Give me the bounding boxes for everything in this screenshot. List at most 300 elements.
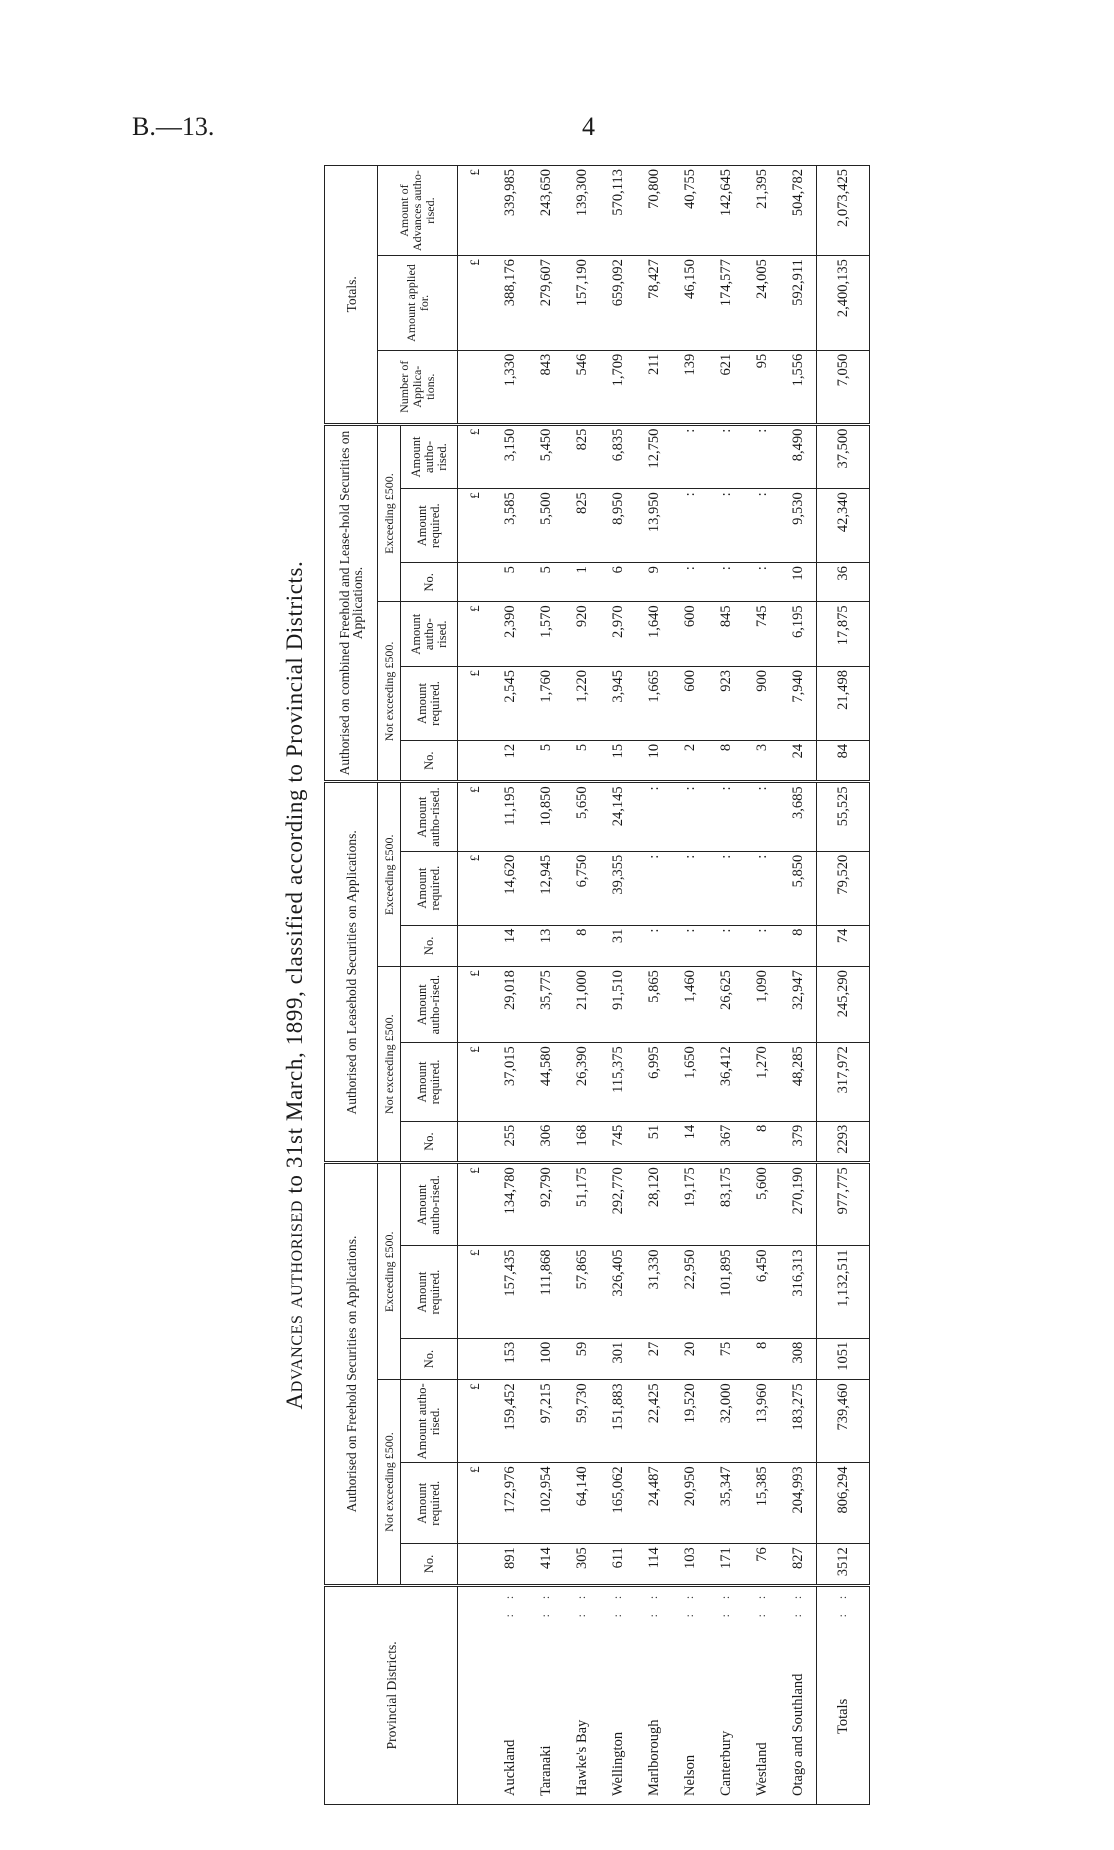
totals-group-header: Totals. (325, 166, 378, 425)
district-name-cell (600, 1585, 636, 1804)
cell-l-ex-req: 12,945 (528, 851, 564, 925)
col-header-amount-required: Amount required. (401, 1043, 458, 1121)
cell-f-ex-no: 27 (636, 1338, 672, 1380)
leader-dots: : : (537, 1589, 552, 1618)
district-name: Taranaki (537, 1745, 554, 1796)
totals-row (817, 166, 870, 1805)
cell-t-applied: 24,005 (744, 256, 780, 351)
cell-c-ne-no: 2 (672, 740, 708, 782)
cell-t-applied: 2,400,135 (817, 256, 870, 351)
col-header-amount-required: Amount required. (401, 489, 458, 563)
col-header-no: No. (401, 563, 458, 602)
cell-l-ex-auth: 5,650 (564, 782, 600, 851)
unit-cell: £ (458, 851, 493, 925)
cell-c-ne-no: 10 (636, 740, 672, 782)
combined-group-header: Authorised on combined Freehold and Lease-hold Securities on Applications. (325, 424, 378, 782)
cell-l-ex-req: : (636, 851, 672, 925)
leader-dots: : : (645, 1589, 660, 1618)
cell-c-ne-req: 3,945 (600, 667, 636, 741)
cell-c-ex-auth: 5,450 (528, 424, 564, 489)
col-header-no: No. (401, 1121, 458, 1163)
advances-table (324, 165, 870, 1805)
col-header-no: No. (401, 1544, 458, 1586)
district-name-cell (744, 1585, 780, 1804)
cell-l-ex-no: : (744, 925, 780, 967)
col-header-no: No. (401, 740, 458, 782)
cell-c-ex-no: 9 (636, 563, 672, 602)
cell-t-apps: 211 (636, 350, 672, 424)
cell-l-ne-no: 2293 (817, 1121, 870, 1163)
district-name-cell (780, 1585, 817, 1804)
cell-t-apps: 1,709 (600, 350, 636, 424)
cell-l-ne-req: 317,972 (817, 1043, 870, 1121)
cell-t-apps: 843 (528, 350, 564, 424)
cell-f-ne-req: 35,347 (708, 1463, 744, 1544)
cell-l-ex-auth: : (636, 782, 672, 851)
units-blank (458, 925, 493, 967)
col-header-amount-required: Amount required. (401, 667, 458, 741)
district-name: Hawke's Bay (573, 1719, 590, 1796)
cell-c-ex-no: 6 (600, 563, 636, 602)
cell-f-ex-no: 1051 (817, 1338, 870, 1380)
cell-l-ne-auth: 29,018 (492, 967, 528, 1043)
cell-l-ne-req: 26,390 (564, 1043, 600, 1121)
cell-f-ne-no: 611 (600, 1544, 636, 1586)
cell-c-ne-req: 1,665 (636, 667, 672, 741)
cell-c-ex-auth: : (744, 424, 780, 489)
cell-f-ne-no: 305 (564, 1544, 600, 1586)
cell-l-ex-auth: : (744, 782, 780, 851)
leader-dots: : : (501, 1589, 516, 1618)
cell-f-ex-no: 59 (564, 1338, 600, 1380)
cell-f-ne-no: 171 (708, 1544, 744, 1586)
cell-f-ne-req: 172,976 (492, 1463, 528, 1544)
totals-number-of-applications-header: Number of Applica-tions. (378, 350, 458, 424)
cell-f-ne-auth: 32,000 (708, 1380, 744, 1463)
cell-f-ex-req: 157,435 (492, 1246, 528, 1338)
cell-l-ne-auth: 32,947 (780, 967, 817, 1043)
district-name-cell (708, 1585, 744, 1804)
cell-l-ne-no: 168 (564, 1121, 600, 1163)
combined-not-exceeding-header: Not exceeding £500. (378, 602, 401, 782)
cell-f-ne-auth: 22,425 (636, 1380, 672, 1463)
caption-rest: to 31st March, 1899, classified according to Provincial Districts. (282, 560, 307, 1194)
leader-dots: : : (681, 1589, 696, 1618)
cell-l-ex-no: 8 (780, 925, 817, 967)
cell-t-applied: 157,190 (564, 256, 600, 351)
cell-c-ex-auth: 825 (564, 424, 600, 489)
units-blank (458, 1585, 493, 1804)
cell-c-ne-auth: 845 (708, 602, 744, 667)
cell-t-auth: 243,650 (528, 166, 564, 256)
district-name: Canterbury (717, 1730, 734, 1796)
cell-f-ne-no: 114 (636, 1544, 672, 1586)
cell-l-ne-no: 255 (492, 1121, 528, 1163)
cell-t-apps: 139 (672, 350, 708, 424)
cell-c-ne-no: 15 (600, 740, 636, 782)
cell-l-ex-no: : (672, 925, 708, 967)
cell-c-ne-req: 21,498 (817, 667, 870, 741)
cell-c-ne-no: 8 (708, 740, 744, 782)
col-header-no: No. (401, 925, 458, 967)
cell-f-ex-req: 6,450 (744, 1246, 780, 1338)
cell-c-ne-req: 900 (744, 667, 780, 741)
cell-f-ne-auth: 151,883 (600, 1380, 636, 1463)
cell-f-ex-auth: 92,790 (528, 1163, 564, 1246)
cell-c-ex-req: : (744, 489, 780, 563)
freehold-group-header: Authorised on Freehold Securities on Applications. (325, 1163, 378, 1585)
cell-f-ex-req: 57,865 (564, 1246, 600, 1338)
cell-l-ex-auth: 24,145 (600, 782, 636, 851)
cell-c-ne-no: 5 (564, 740, 600, 782)
leasehold-group-header: Authorised on Leasehold Securities on Applications. (325, 782, 378, 1163)
table-row (744, 166, 780, 1805)
district-name: Marlborough (645, 1719, 662, 1796)
cell-c-ex-no: 5 (492, 563, 528, 602)
cell-c-ne-auth: 2,970 (600, 602, 636, 667)
unit-cell: £ (458, 1043, 493, 1121)
cell-l-ex-req: : (672, 851, 708, 925)
cell-c-ex-req: 13,950 (636, 489, 672, 563)
cell-f-ex-no: 20 (672, 1338, 708, 1380)
cell-c-ne-auth: 1,640 (636, 602, 672, 667)
cell-l-ne-req: 1,650 (672, 1043, 708, 1121)
cell-l-ne-req: 6,995 (636, 1043, 672, 1121)
cell-t-apps: 95 (744, 350, 780, 424)
cell-f-ne-req: 165,062 (600, 1463, 636, 1544)
leader-dots: : : (609, 1589, 624, 1618)
cell-l-ex-req: 39,355 (600, 851, 636, 925)
units-row (458, 166, 493, 1805)
table-row (528, 166, 564, 1805)
cell-t-apps: 1,556 (780, 350, 817, 424)
leader-dots: : : (717, 1589, 732, 1618)
col-header-amount-authorised: Amount autho-rised. (401, 1380, 458, 1463)
table-caption (280, 165, 314, 1805)
unit-cell: £ (458, 256, 493, 351)
col-header-amount-authorised: Amount autho-rised. (401, 967, 458, 1043)
cell-c-ne-no: 5 (528, 740, 564, 782)
table-row (564, 166, 600, 1805)
units-blank (458, 1338, 493, 1380)
cell-f-ne-no: 103 (672, 1544, 708, 1586)
cell-c-ex-req: 8,950 (600, 489, 636, 563)
cell-c-ex-auth: 3,150 (492, 424, 528, 489)
cell-t-apps: 7,050 (817, 350, 870, 424)
cell-f-ex-auth: 134,780 (492, 1163, 528, 1246)
cell-f-ex-auth: 5,600 (744, 1163, 780, 1246)
cell-t-applied: 78,427 (636, 256, 672, 351)
cell-c-ne-auth: 6,195 (780, 602, 817, 667)
cell-t-apps: 1,330 (492, 350, 528, 424)
units-blank (458, 563, 493, 602)
col-header-amount-authorised: Amount autho-rised. (401, 1163, 458, 1246)
cell-l-ex-no: 13 (528, 925, 564, 967)
cell-c-ne-no: 3 (744, 740, 780, 782)
cell-c-ex-auth: 37,500 (817, 424, 870, 489)
cell-f-ex-req: 326,405 (600, 1246, 636, 1338)
district-name: Nelson (681, 1754, 698, 1796)
cell-l-ne-no: 745 (600, 1121, 636, 1163)
cell-c-ex-req: : (672, 489, 708, 563)
units-blank (458, 1121, 493, 1163)
cell-t-applied: 388,176 (492, 256, 528, 351)
leader-dots: : : (753, 1589, 768, 1618)
unit-cell: £ (458, 602, 493, 667)
cell-c-ne-auth: 745 (744, 602, 780, 667)
cell-f-ne-no: 827 (780, 1544, 817, 1586)
cell-f-ex-auth: 977,775 (817, 1163, 870, 1246)
col-header-amount-required: Amount required. (401, 851, 458, 925)
cell-c-ex-req: 9,530 (780, 489, 817, 563)
col-header-amount-authorised: Amount autho-rised. (401, 602, 458, 667)
cell-l-ex-req: : (708, 851, 744, 925)
freehold-not-exceeding-header: Not exceeding £500. (378, 1380, 401, 1585)
report-code: B.—13. (132, 112, 215, 141)
cell-l-ne-auth: 1,460 (672, 967, 708, 1043)
cell-l-ex-req: : (744, 851, 780, 925)
table-row (708, 166, 744, 1805)
cell-l-ex-no: : (708, 925, 744, 967)
table-row (600, 166, 636, 1805)
leader-dots: : : (834, 1589, 849, 1618)
cell-l-ne-auth: 91,510 (600, 967, 636, 1043)
cell-l-ex-no: : (636, 925, 672, 967)
cell-c-ex-no: 1 (564, 563, 600, 602)
caption-smallcaps: Advances authorised (282, 1199, 307, 1410)
cell-t-applied: 46,150 (672, 256, 708, 351)
cell-l-ne-auth: 245,290 (817, 967, 870, 1043)
cell-c-ex-req: 3,585 (492, 489, 528, 563)
cell-f-ex-auth: 28,120 (636, 1163, 672, 1246)
unit-cell: £ (458, 667, 493, 741)
cell-f-ne-req: 15,385 (744, 1463, 780, 1544)
district-name-cell (492, 1585, 528, 1804)
cell-l-ex-auth: 11,195 (492, 782, 528, 851)
cell-c-ex-req: : (708, 489, 744, 563)
cell-c-ex-auth: 6,835 (600, 424, 636, 489)
col-header-amount-required: Amount required. (401, 1246, 458, 1338)
cell-l-ex-auth: 3,685 (780, 782, 817, 851)
cell-l-ne-no: 51 (636, 1121, 672, 1163)
cell-t-auth: 142,645 (708, 166, 744, 256)
cell-t-auth: 40,755 (672, 166, 708, 256)
cell-l-ne-no: 379 (780, 1121, 817, 1163)
unit-cell: £ (458, 1246, 493, 1338)
cell-f-ne-auth: 59,730 (564, 1380, 600, 1463)
cell-l-ex-no: 74 (817, 925, 870, 967)
combined-exceeding-header: Exceeding £500. (378, 424, 401, 602)
cell-c-ex-no: : (744, 563, 780, 602)
cell-c-ne-req: 2,545 (492, 667, 528, 741)
cell-f-ne-auth: 159,452 (492, 1380, 528, 1463)
cell-l-ex-no: 8 (564, 925, 600, 967)
cell-c-ex-no: : (672, 563, 708, 602)
cell-l-ex-req: 6,750 (564, 851, 600, 925)
district-name-cell (564, 1585, 600, 1804)
cell-c-ne-req: 600 (672, 667, 708, 741)
cell-f-ex-no: 100 (528, 1338, 564, 1380)
cell-f-ne-auth: 97,215 (528, 1380, 564, 1463)
district-name-cell (528, 1585, 564, 1804)
cell-l-ex-no: 14 (492, 925, 528, 967)
cell-l-ne-auth: 35,775 (528, 967, 564, 1043)
col-header-amount-required: Amount required. (401, 1463, 458, 1544)
leader-dots: : : (573, 1589, 588, 1618)
cell-l-ne-no: 367 (708, 1121, 744, 1163)
cell-f-ne-req: 24,487 (636, 1463, 672, 1544)
district-name-cell (636, 1585, 672, 1804)
cell-c-ne-no: 24 (780, 740, 817, 782)
unit-cell: £ (458, 967, 493, 1043)
table-row (780, 166, 817, 1805)
leasehold-not-exceeding-header: Not exceeding £500. (378, 967, 401, 1163)
cell-c-ne-no: 84 (817, 740, 870, 782)
cell-f-ex-req: 31,330 (636, 1246, 672, 1338)
cell-f-ne-auth: 739,460 (817, 1380, 870, 1463)
unit-cell: £ (458, 1380, 493, 1463)
cell-f-ne-auth: 19,520 (672, 1380, 708, 1463)
cell-f-ex-no: 153 (492, 1338, 528, 1380)
cell-c-ne-auth: 1,570 (528, 602, 564, 667)
district-name: Wellington (609, 1731, 626, 1796)
cell-c-ne-auth: 2,390 (492, 602, 528, 667)
cell-t-apps: 621 (708, 350, 744, 424)
cell-l-ex-auth: 10,850 (528, 782, 564, 851)
cell-c-ex-req: 5,500 (528, 489, 564, 563)
unit-cell: £ (458, 166, 493, 256)
cell-t-auth: 70,800 (636, 166, 672, 256)
cell-t-auth: 2,073,425 (817, 166, 870, 256)
freehold-exceeding-header: Exceeding £500. (378, 1163, 401, 1380)
totals-amount-applied-header: Amount applied for. (378, 256, 458, 351)
cell-f-ex-auth: 19,175 (672, 1163, 708, 1246)
cell-l-ne-req: 36,412 (708, 1043, 744, 1121)
cell-c-ex-req: 42,340 (817, 489, 870, 563)
cell-t-auth: 570,113 (600, 166, 636, 256)
cell-t-applied: 174,577 (708, 256, 744, 351)
cell-c-ne-req: 1,760 (528, 667, 564, 741)
cell-l-ne-auth: 1,090 (744, 967, 780, 1043)
district-name: Totals (834, 1698, 851, 1734)
unit-cell: £ (458, 1163, 493, 1246)
cell-f-ex-req: 111,868 (528, 1246, 564, 1338)
col-header-no: No. (401, 1338, 458, 1380)
cell-f-ex-auth: 292,770 (600, 1163, 636, 1246)
cell-f-ex-auth: 270,190 (780, 1163, 817, 1246)
district-name: Auckland (501, 1739, 518, 1796)
cell-l-ex-auth: : (672, 782, 708, 851)
cell-f-ne-req: 204,993 (780, 1463, 817, 1544)
unit-cell: £ (458, 1463, 493, 1544)
table-row (672, 166, 708, 1805)
cell-f-ne-req: 20,950 (672, 1463, 708, 1544)
cell-c-ex-req: 825 (564, 489, 600, 563)
cell-f-ex-no: 8 (744, 1338, 780, 1380)
cell-l-ne-req: 48,285 (780, 1043, 817, 1121)
cell-l-ne-no: 306 (528, 1121, 564, 1163)
rotated-table-block (280, 165, 900, 1805)
cell-f-ex-no: 75 (708, 1338, 744, 1380)
table-row (636, 166, 672, 1805)
cell-l-ne-no: 14 (672, 1121, 708, 1163)
cell-c-ex-no: 10 (780, 563, 817, 602)
cell-c-ex-auth: : (708, 424, 744, 489)
cell-l-ne-auth: 21,000 (564, 967, 600, 1043)
cell-t-applied: 592,911 (780, 256, 817, 351)
cell-c-ne-req: 7,940 (780, 667, 817, 741)
cell-l-ex-req: 5,850 (780, 851, 817, 925)
cell-t-applied: 659,092 (600, 256, 636, 351)
district-column-header: Provincial Districts. (325, 1585, 458, 1804)
cell-f-ex-auth: 51,175 (564, 1163, 600, 1246)
col-header-amount-authorised: Amount autho-rised. (401, 782, 458, 851)
district-name-cell (817, 1585, 870, 1804)
cell-f-ne-no: 3512 (817, 1544, 870, 1586)
cell-f-ne-auth: 13,960 (744, 1380, 780, 1463)
cell-c-ex-auth: : (672, 424, 708, 489)
cell-c-ne-auth: 920 (564, 602, 600, 667)
cell-l-ex-auth: 55,525 (817, 782, 870, 851)
cell-c-ex-auth: 8,490 (780, 424, 817, 489)
cell-l-ne-req: 1,270 (744, 1043, 780, 1121)
cell-c-ex-no: 36 (817, 563, 870, 602)
cell-l-ne-req: 115,375 (600, 1043, 636, 1121)
cell-f-ne-auth: 183,275 (780, 1380, 817, 1463)
district-name: Westland (753, 1742, 770, 1796)
cell-c-ne-req: 1,220 (564, 667, 600, 741)
cell-c-ex-no: 5 (528, 563, 564, 602)
table-row (492, 166, 528, 1805)
cell-l-ne-req: 44,580 (528, 1043, 564, 1121)
cell-f-ex-no: 301 (600, 1338, 636, 1380)
cell-l-ex-auth: : (708, 782, 744, 851)
cell-f-ex-req: 101,895 (708, 1246, 744, 1338)
cell-f-ex-auth: 83,175 (708, 1163, 744, 1246)
cell-l-ex-req: 79,520 (817, 851, 870, 925)
cell-c-ex-auth: 12,750 (636, 424, 672, 489)
cell-f-ne-no: 891 (492, 1544, 528, 1586)
cell-t-auth: 21,395 (744, 166, 780, 256)
units-blank (458, 350, 493, 424)
cell-f-ne-no: 76 (744, 1544, 780, 1586)
cell-l-ne-auth: 5,865 (636, 967, 672, 1043)
cell-l-ne-req: 37,015 (492, 1043, 528, 1121)
cell-f-ne-req: 806,294 (817, 1463, 870, 1544)
cell-t-apps: 546 (564, 350, 600, 424)
district-name: Otago and Southland (789, 1673, 806, 1796)
cell-t-applied: 279,607 (528, 256, 564, 351)
cell-f-ex-no: 308 (780, 1338, 817, 1380)
col-header-amount-authorised: Amount autho-rised. (401, 424, 458, 489)
cell-c-ne-auth: 17,875 (817, 602, 870, 667)
totals-amount-authorised-header: Amount of Advances autho-rised. (378, 166, 458, 256)
cell-c-ne-no: 12 (492, 740, 528, 782)
leasehold-exceeding-header: Exceeding £500. (378, 782, 401, 967)
cell-t-auth: 139,300 (564, 166, 600, 256)
leader-dots: : : (789, 1589, 804, 1618)
cell-f-ne-req: 64,140 (564, 1463, 600, 1544)
cell-f-ex-req: 1,132,511 (817, 1246, 870, 1338)
cell-f-ex-req: 316,313 (780, 1246, 817, 1338)
cell-l-ex-no: 31 (600, 925, 636, 967)
district-name-cell (672, 1585, 708, 1804)
units-blank (458, 1544, 493, 1586)
page-number: 4 (582, 112, 595, 141)
cell-t-auth: 504,782 (780, 166, 817, 256)
cell-t-auth: 339,985 (492, 166, 528, 256)
unit-cell: £ (458, 489, 493, 563)
